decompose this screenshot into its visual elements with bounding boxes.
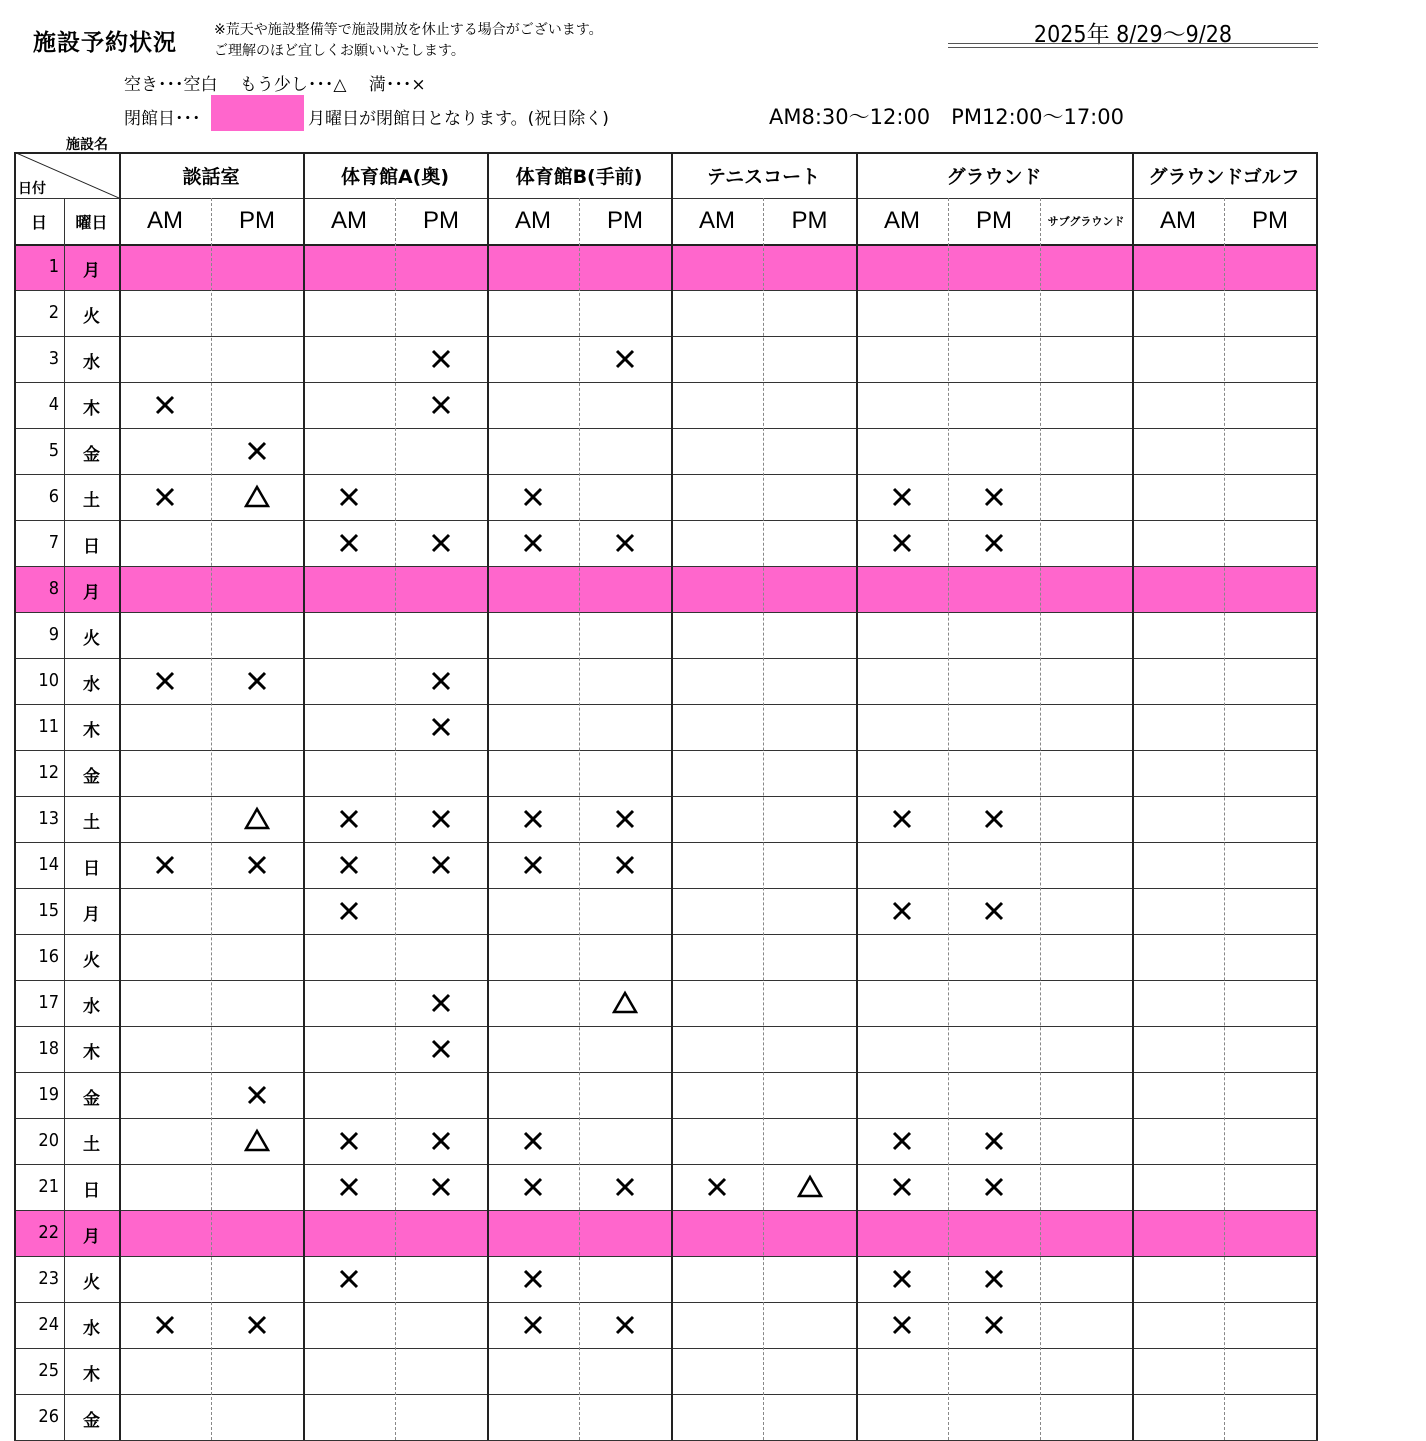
weekday: 火 [83,951,100,971]
cross-icon [981,806,1007,832]
cross-icon [244,1312,270,1338]
full-mark [395,842,487,888]
session-header: PM [423,207,459,234]
weekday: 土 [83,491,100,511]
cross-icon [981,484,1007,510]
cross-icon [612,806,638,832]
cross-icon [428,806,454,832]
full-mark [395,336,487,382]
full-mark [395,1118,487,1164]
cross-icon [336,530,362,556]
full-mark [487,842,579,888]
facility-name-label: 施設名 [66,137,108,153]
session-header: PM [1252,207,1288,234]
full-mark [211,1302,303,1348]
weekday: 金 [83,445,100,465]
session-header: PM [791,207,828,234]
day-number: 21 [38,1176,59,1197]
full-mark [119,658,211,704]
full-mark [948,1118,1040,1164]
day-number: 25 [38,1360,59,1381]
weekday: 水 [83,353,100,373]
cross-icon [981,1266,1007,1292]
weekday: 金 [83,1411,100,1431]
date-header-label: 日付 [18,181,46,197]
weekday: 日 [83,1181,100,1201]
full-mark [579,796,671,842]
cross-icon [428,530,454,556]
full-mark [856,1256,948,1302]
day-number: 12 [38,762,59,783]
weekday: 月 [83,1227,100,1247]
weekday: 日 [83,859,100,879]
session-header: AM [515,207,551,234]
cross-icon [336,898,362,924]
weekday: 水 [83,997,100,1017]
grid-row-line [14,566,1318,567]
day-number: 7 [48,532,59,553]
full-mark [948,1302,1040,1348]
grid-row-line [14,1026,1318,1027]
cross-icon [520,530,546,556]
cross-icon [428,1128,454,1154]
cross-icon [336,806,362,832]
cross-icon [244,438,270,464]
full-mark [487,520,579,566]
grid-row-line [14,750,1318,751]
grid-row-line [14,1118,1318,1119]
page-title: 施設予約状況 [33,30,177,56]
full-mark [579,520,671,566]
session-header: PM [607,207,643,234]
few-left-mark [211,796,303,842]
few-left-mark [211,1118,303,1164]
day-number: 20 [38,1130,59,1151]
grid-row-line [14,1394,1318,1395]
grid-column-line [1316,152,1318,1440]
full-mark [119,474,211,520]
full-mark [948,888,1040,934]
cross-icon [428,668,454,694]
grid-row-line [14,290,1318,291]
triangle-icon [244,484,270,510]
full-mark [211,428,303,474]
cross-icon [612,530,638,556]
weekday: 土 [83,813,100,833]
full-mark [948,1164,1040,1210]
cross-icon [152,852,178,878]
cross-icon [981,530,1007,556]
cross-icon [428,852,454,878]
session-header: PM [976,207,1012,234]
weekday: 火 [83,307,100,327]
cross-icon [889,530,915,556]
day-number: 17 [38,992,59,1013]
grid-column-line [763,198,764,1440]
cross-icon [889,1128,915,1154]
cross-icon [428,1036,454,1062]
full-mark [119,1302,211,1348]
full-mark [487,1302,579,1348]
session-header: PM [239,207,275,234]
full-mark [856,474,948,520]
full-mark [303,842,395,888]
grid-row-line [14,428,1318,429]
cross-icon [428,1174,454,1200]
cross-icon [152,484,178,510]
cross-icon [336,1174,362,1200]
cross-icon [336,852,362,878]
cross-icon [244,852,270,878]
grid-row-line [14,1256,1318,1257]
closed-day-label: 閉館日･･･ [124,109,201,129]
cross-icon [612,1174,638,1200]
full-mark [303,520,395,566]
cross-icon [152,392,178,418]
weekday: 木 [83,1365,100,1385]
weekday: 月 [83,583,100,603]
facility-header: テニスコート [706,165,821,188]
weekday: 火 [83,629,100,649]
session-header: AM [884,207,920,234]
period-underline [948,43,1318,44]
day-number: 1 [48,256,59,277]
notice-line-1: ※荒天や施設整備等で施設開放を休止する場合がございます。 [214,22,603,38]
full-mark [395,796,487,842]
full-mark [303,796,395,842]
closed-day-note: 月曜日が閉館日となります。(祝日除く) [308,109,609,129]
full-mark [487,1118,579,1164]
day-number: 11 [38,716,59,737]
cross-icon [889,806,915,832]
weekday: 土 [83,1135,100,1155]
closed-row-background [14,1210,1318,1256]
grid-row-line [14,612,1318,613]
day-number: 19 [38,1084,59,1105]
full-mark [948,1256,1040,1302]
cross-icon [244,1082,270,1108]
triangle-icon [797,1174,823,1200]
full-mark [856,520,948,566]
cross-icon [612,1312,638,1338]
full-mark [948,520,1040,566]
triangle-icon [612,990,638,1016]
few-left-mark [211,474,303,520]
cross-icon [152,668,178,694]
grid-row-line [14,888,1318,889]
facility-header: グラウンドゴルフ [1148,165,1300,188]
notice-line-2: ご理解のほど宜しくお願いいたします。 [214,43,465,59]
full-mark [211,658,303,704]
cross-icon [704,1174,730,1200]
day-number: 14 [38,854,59,875]
cross-icon [244,668,270,694]
cross-icon [520,1312,546,1338]
grid-column-line [671,152,673,1440]
facility-header: 談話室 [182,165,240,188]
cross-icon [520,1128,546,1154]
opening-hours: AM8:30～12:00 PM12:00～17:00 [769,105,1124,129]
few-left-mark [763,1164,856,1210]
weekday: 木 [83,1043,100,1063]
grid-row-line [14,244,1318,246]
full-mark [856,796,948,842]
day-number: 26 [38,1406,59,1427]
cross-icon [520,852,546,878]
session-header: AM [147,207,183,234]
weekday: 金 [83,767,100,787]
full-mark [856,888,948,934]
few-left-mark [579,980,671,1026]
grid-column-line [1132,152,1134,1440]
legend: 空き･･･空白 もう少し･･･△ 満･･･× [124,75,426,95]
triangle-icon [244,1128,270,1154]
cross-icon [889,898,915,924]
closed-row-background [14,244,1318,290]
cross-icon [981,1174,1007,1200]
full-mark [303,888,395,934]
day-number: 2 [48,302,59,323]
full-mark [579,1302,671,1348]
weekday: 木 [83,721,100,741]
day-number: 23 [38,1268,59,1289]
weekday: 月 [83,261,100,281]
weekday: 月 [83,905,100,925]
cross-icon [428,392,454,418]
grid-row-line [14,704,1318,705]
day-number: 4 [48,394,59,415]
full-mark [487,1164,579,1210]
cross-icon [889,1312,915,1338]
cross-icon [889,484,915,510]
cross-icon [336,1266,362,1292]
day-number: 10 [38,670,59,691]
day-number: 6 [48,486,59,507]
full-mark [395,980,487,1026]
facility-header: 体育館B(手前) [515,165,643,188]
day-number: 22 [38,1222,59,1243]
full-mark [487,1256,579,1302]
full-mark [303,1164,395,1210]
grid-row-line [14,1348,1318,1349]
period-range: 2025年 8/29～9/28 [1033,22,1233,48]
full-mark [395,658,487,704]
full-mark [211,842,303,888]
full-mark [395,520,487,566]
cross-icon [520,806,546,832]
facility-header: 体育館A(奥) [340,165,450,188]
full-mark [856,1302,948,1348]
grid-column-line [14,152,16,1440]
grid-column-line [1040,198,1041,1440]
cross-icon [612,346,638,372]
day-number: 15 [38,900,59,921]
day-number: 16 [38,946,59,967]
grid-column-line [1224,198,1225,1440]
full-mark [671,1164,763,1210]
cross-icon [152,1312,178,1338]
cross-icon [889,1266,915,1292]
day-column-header: 日 [30,212,47,232]
full-mark [119,842,211,888]
cross-icon [981,898,1007,924]
full-mark [119,382,211,428]
cross-icon [428,714,454,740]
full-mark [856,1164,948,1210]
cross-icon [520,1174,546,1200]
cross-icon [612,852,638,878]
full-mark [395,382,487,428]
session-header: AM [699,207,735,234]
full-mark [395,1026,487,1072]
full-mark [395,704,487,750]
full-mark [856,1118,948,1164]
full-mark [487,796,579,842]
day-number: 5 [48,440,59,461]
weekday: 日 [83,537,100,557]
grid-row-line [14,934,1318,935]
cross-icon [520,484,546,510]
full-mark [579,1164,671,1210]
day-number: 8 [48,578,59,599]
day-number: 18 [38,1038,59,1059]
cross-icon [981,1312,1007,1338]
cross-icon [981,1128,1007,1154]
cross-icon [428,346,454,372]
full-mark [948,796,1040,842]
full-mark [579,842,671,888]
weekday: 水 [83,1319,100,1339]
full-mark [211,1072,303,1118]
triangle-icon [244,806,270,832]
full-mark [303,474,395,520]
cross-icon [336,484,362,510]
weekday-column-header: 曜日 [75,212,108,232]
cross-icon [336,1128,362,1154]
weekday: 火 [83,1273,100,1293]
closed-row-background [14,566,1318,612]
full-mark [303,1256,395,1302]
full-mark [948,474,1040,520]
weekday: 金 [83,1089,100,1109]
day-number: 13 [38,808,59,829]
cross-icon [889,1174,915,1200]
weekday: 水 [83,675,100,695]
weekday: 木 [83,399,100,419]
day-number: 24 [38,1314,59,1335]
day-number: 9 [48,624,59,645]
full-mark [395,1164,487,1210]
session-header: AM [331,207,367,234]
closed-day-swatch [211,95,304,131]
day-number: 3 [48,348,59,369]
full-mark [303,1118,395,1164]
session-header: サブグラウンド [1047,215,1125,228]
cross-icon [520,1266,546,1292]
reservation-table [14,152,1318,1432]
full-mark [487,474,579,520]
session-header: AM [1160,207,1196,234]
grid-column-line [119,152,121,1440]
grid-row-line [14,1210,1318,1211]
period-underline [948,47,1318,48]
facility-header: グラウンド [946,165,1042,188]
cross-icon [428,990,454,1016]
grid-row-line [14,1072,1318,1073]
full-mark [579,336,671,382]
